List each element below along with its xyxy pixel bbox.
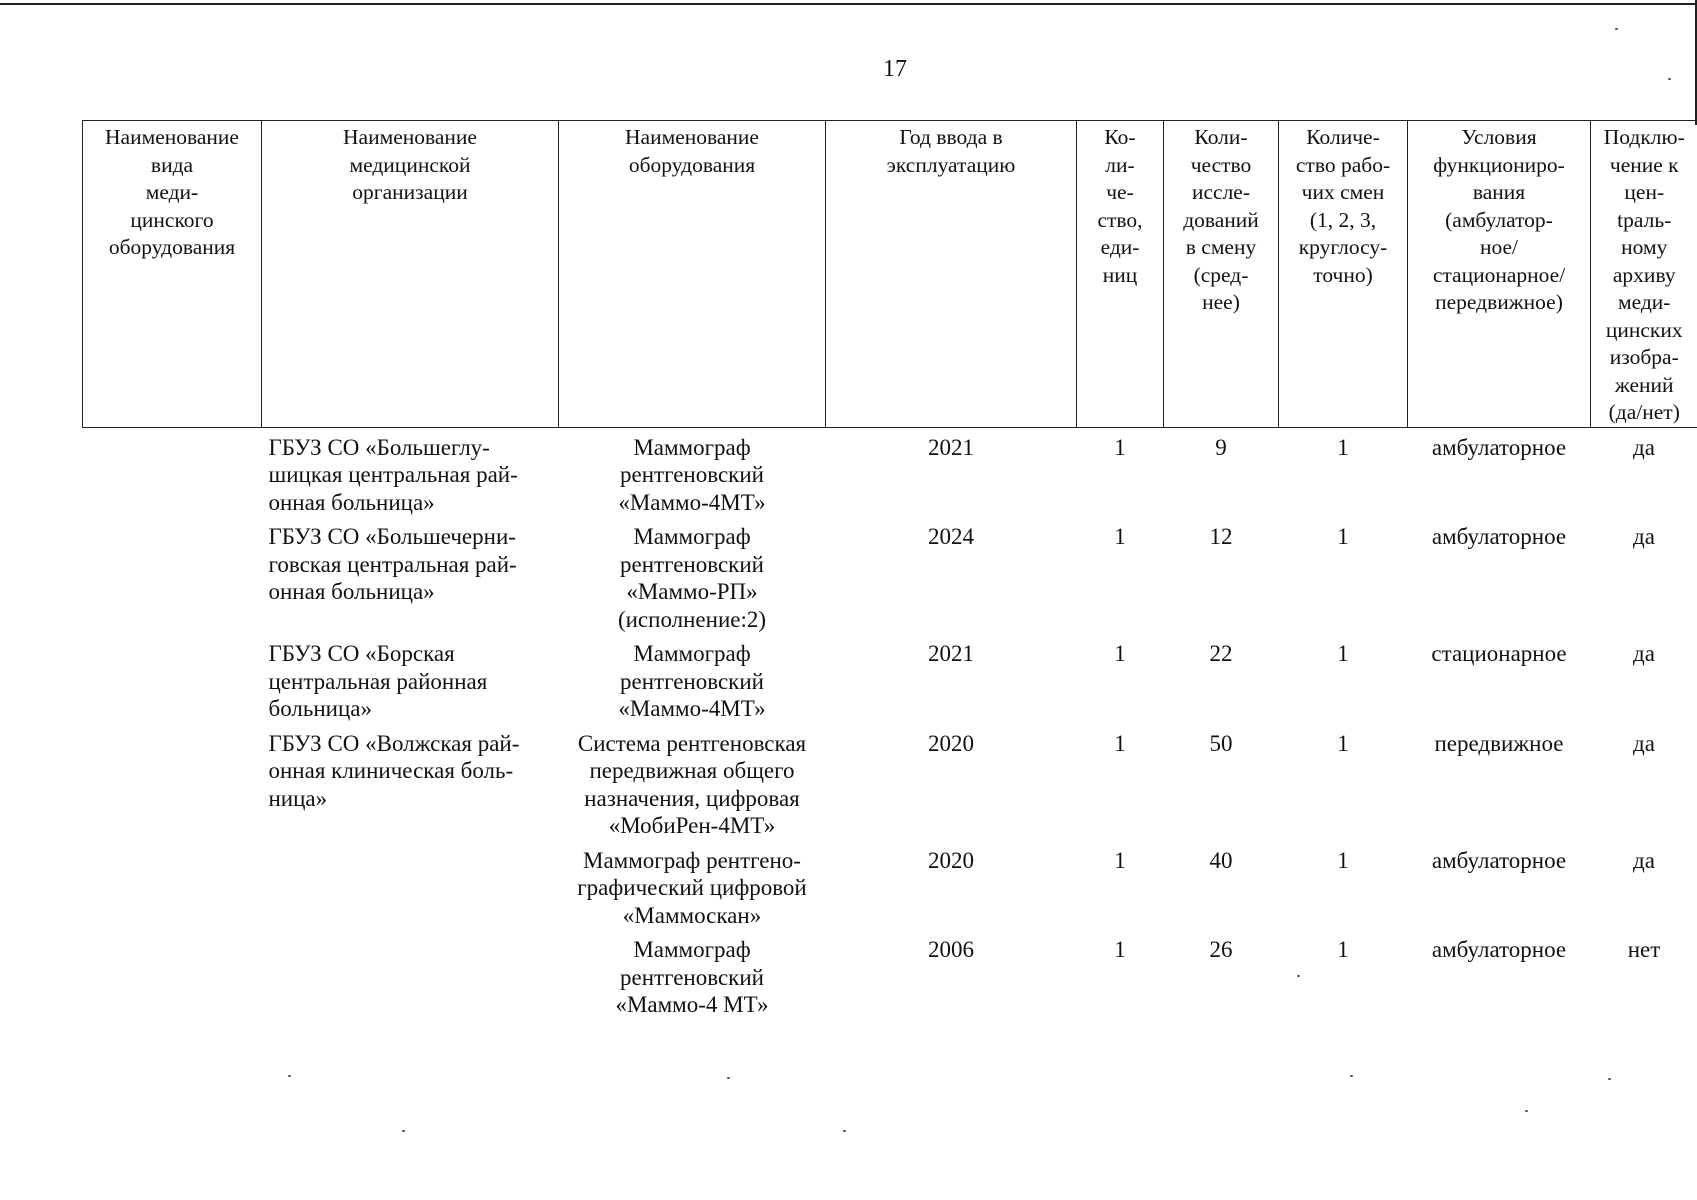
top-rule (0, 3, 1697, 5)
cell-count: 1 (1114, 524, 1126, 549)
cell-equipment-type (83, 844, 262, 934)
scan-speck (1668, 78, 1671, 80)
cell-year: 2021 (928, 641, 974, 666)
scan-speck (843, 1130, 846, 1132)
cell-organization: ГБУЗ СО «Большечерни- говская центральная рай- онная больница» (268, 524, 517, 604)
cell-organization: ГБУЗ СО «Борская центральная районная больница» (268, 641, 488, 721)
header-row (83, 121, 1697, 428)
cell-count: 1 (1114, 730, 1126, 756)
scan-speck (1608, 1078, 1611, 1080)
scan-speck (727, 1077, 730, 1079)
cell-archive: да (1633, 434, 1655, 460)
cell-count: 1 (1114, 434, 1126, 460)
scan-speck (1297, 975, 1300, 977)
cell-studies: 40 (1209, 847, 1233, 873)
header-central-archive: Подклю- чение к цен- tраль- ному архиву меди- цинских изобра- жений (да/нет) (1591, 121, 1697, 428)
cell-count: 1 (1114, 641, 1126, 666)
cell-equipment: Маммограф рентгеновский «Маммо-4МТ» (618, 434, 766, 515)
cell-year: 2020 (928, 847, 974, 873)
cell-conditions: стационарное (1431, 641, 1567, 666)
table-row (83, 933, 1697, 1023)
table-body (83, 427, 1697, 1023)
cell-organization: ГБУЗ СО «Волжская рай- онная клиническая боль- ница» (268, 730, 520, 811)
equipment-table (82, 120, 1697, 1023)
cell-archive: да (1633, 847, 1655, 873)
scan-speck (402, 1130, 405, 1132)
cell-equipment-type (83, 727, 262, 844)
table-row (83, 727, 1697, 844)
table-row (83, 427, 1697, 520)
cell-archive: да (1633, 524, 1655, 549)
cell-equipment: Маммограф рентгеновский «Маммо-РП» (исполнение:2) (617, 524, 767, 632)
cell-archive: нет (1627, 937, 1661, 962)
cell-studies: 9 (1215, 434, 1227, 460)
scan-speck (288, 1075, 291, 1077)
cell-shifts: 1 (1337, 524, 1349, 549)
header-work-shifts: Количе- ство рабо- чих смен (1, 2, 3, круглосу- точно) (1279, 121, 1408, 428)
cell-shifts: 1 (1337, 937, 1349, 962)
cell-shifts: 1 (1337, 730, 1349, 756)
cell-organization: ГБУЗ СО «Большеглу- шицкая центральная рай- онная больница» (268, 434, 518, 515)
header-commissioning-year: Год ввода в эксплуатацию (826, 121, 1077, 428)
cell-equipment: Маммограф рентгеновский «Маммо-4МТ» (618, 641, 766, 721)
cell-studies: 12 (1209, 524, 1233, 549)
header-studies-per-shift: Коли- чество иссле- дований в смену (сред- нее) (1164, 121, 1279, 428)
cell-conditions: амбулаторное (1431, 524, 1567, 549)
cell-equipment: Маммограф рентгено- графический цифровой «Маммоскан» (577, 847, 807, 928)
cell-shifts: 1 (1337, 641, 1349, 666)
cell-equipment: Маммограф рентгеновский «Маммо-4 МТ» (615, 937, 769, 1017)
table-row (83, 637, 1697, 727)
cell-year: 2021 (928, 434, 974, 460)
header-medical-organization: Наименование медицинской организации (262, 121, 559, 428)
cell-equipment-type (83, 427, 262, 520)
cell-year: 2020 (928, 730, 974, 756)
cell-studies: 22 (1209, 641, 1233, 666)
table-header (83, 121, 1697, 428)
cell-studies: 50 (1209, 730, 1233, 756)
cell-studies: 26 (1209, 937, 1233, 962)
cell-equipment: Система рентгеновская передвижная общего назначения, цифровая «МобиРен-4МТ» (577, 730, 807, 838)
cell-equipment-type (83, 637, 262, 727)
cell-conditions: передвижное (1434, 730, 1564, 756)
cell-equipment-type (83, 933, 262, 1023)
header-equipment-name: Наименование оборудования (559, 121, 826, 428)
cell-shifts: 1 (1337, 847, 1349, 873)
cell-year: 2024 (928, 524, 974, 549)
cell-count: 1 (1114, 847, 1126, 873)
scan-speck (1350, 1075, 1353, 1077)
table-row (83, 520, 1697, 637)
table-row (83, 844, 1697, 934)
header-quantity: Ко- ли- че- ство, еди- ниц (1077, 121, 1164, 428)
cell-archive: да (1633, 641, 1655, 666)
page-number: 17 (883, 56, 907, 82)
cell-equipment-type (83, 520, 262, 637)
cell-organization (262, 844, 559, 934)
header-equipment-type: Наименование вида меди- цинского оборудования (83, 121, 262, 428)
cell-organization (262, 933, 559, 1023)
cell-count: 1 (1114, 937, 1126, 962)
cell-shifts: 1 (1337, 434, 1349, 460)
cell-year: 2006 (928, 937, 974, 962)
header-operating-conditions: Условия функциониро- вания (амбулатор- ное/ стационарное/ передвижное) (1408, 121, 1591, 428)
scan-speck (1525, 1110, 1528, 1112)
cell-archive: да (1633, 730, 1655, 756)
cell-conditions: амбулаторное (1431, 434, 1567, 460)
scan-speck (1615, 28, 1618, 30)
cell-conditions: амбулаторное (1431, 937, 1567, 962)
cell-conditions: амбулаторное (1431, 847, 1567, 873)
